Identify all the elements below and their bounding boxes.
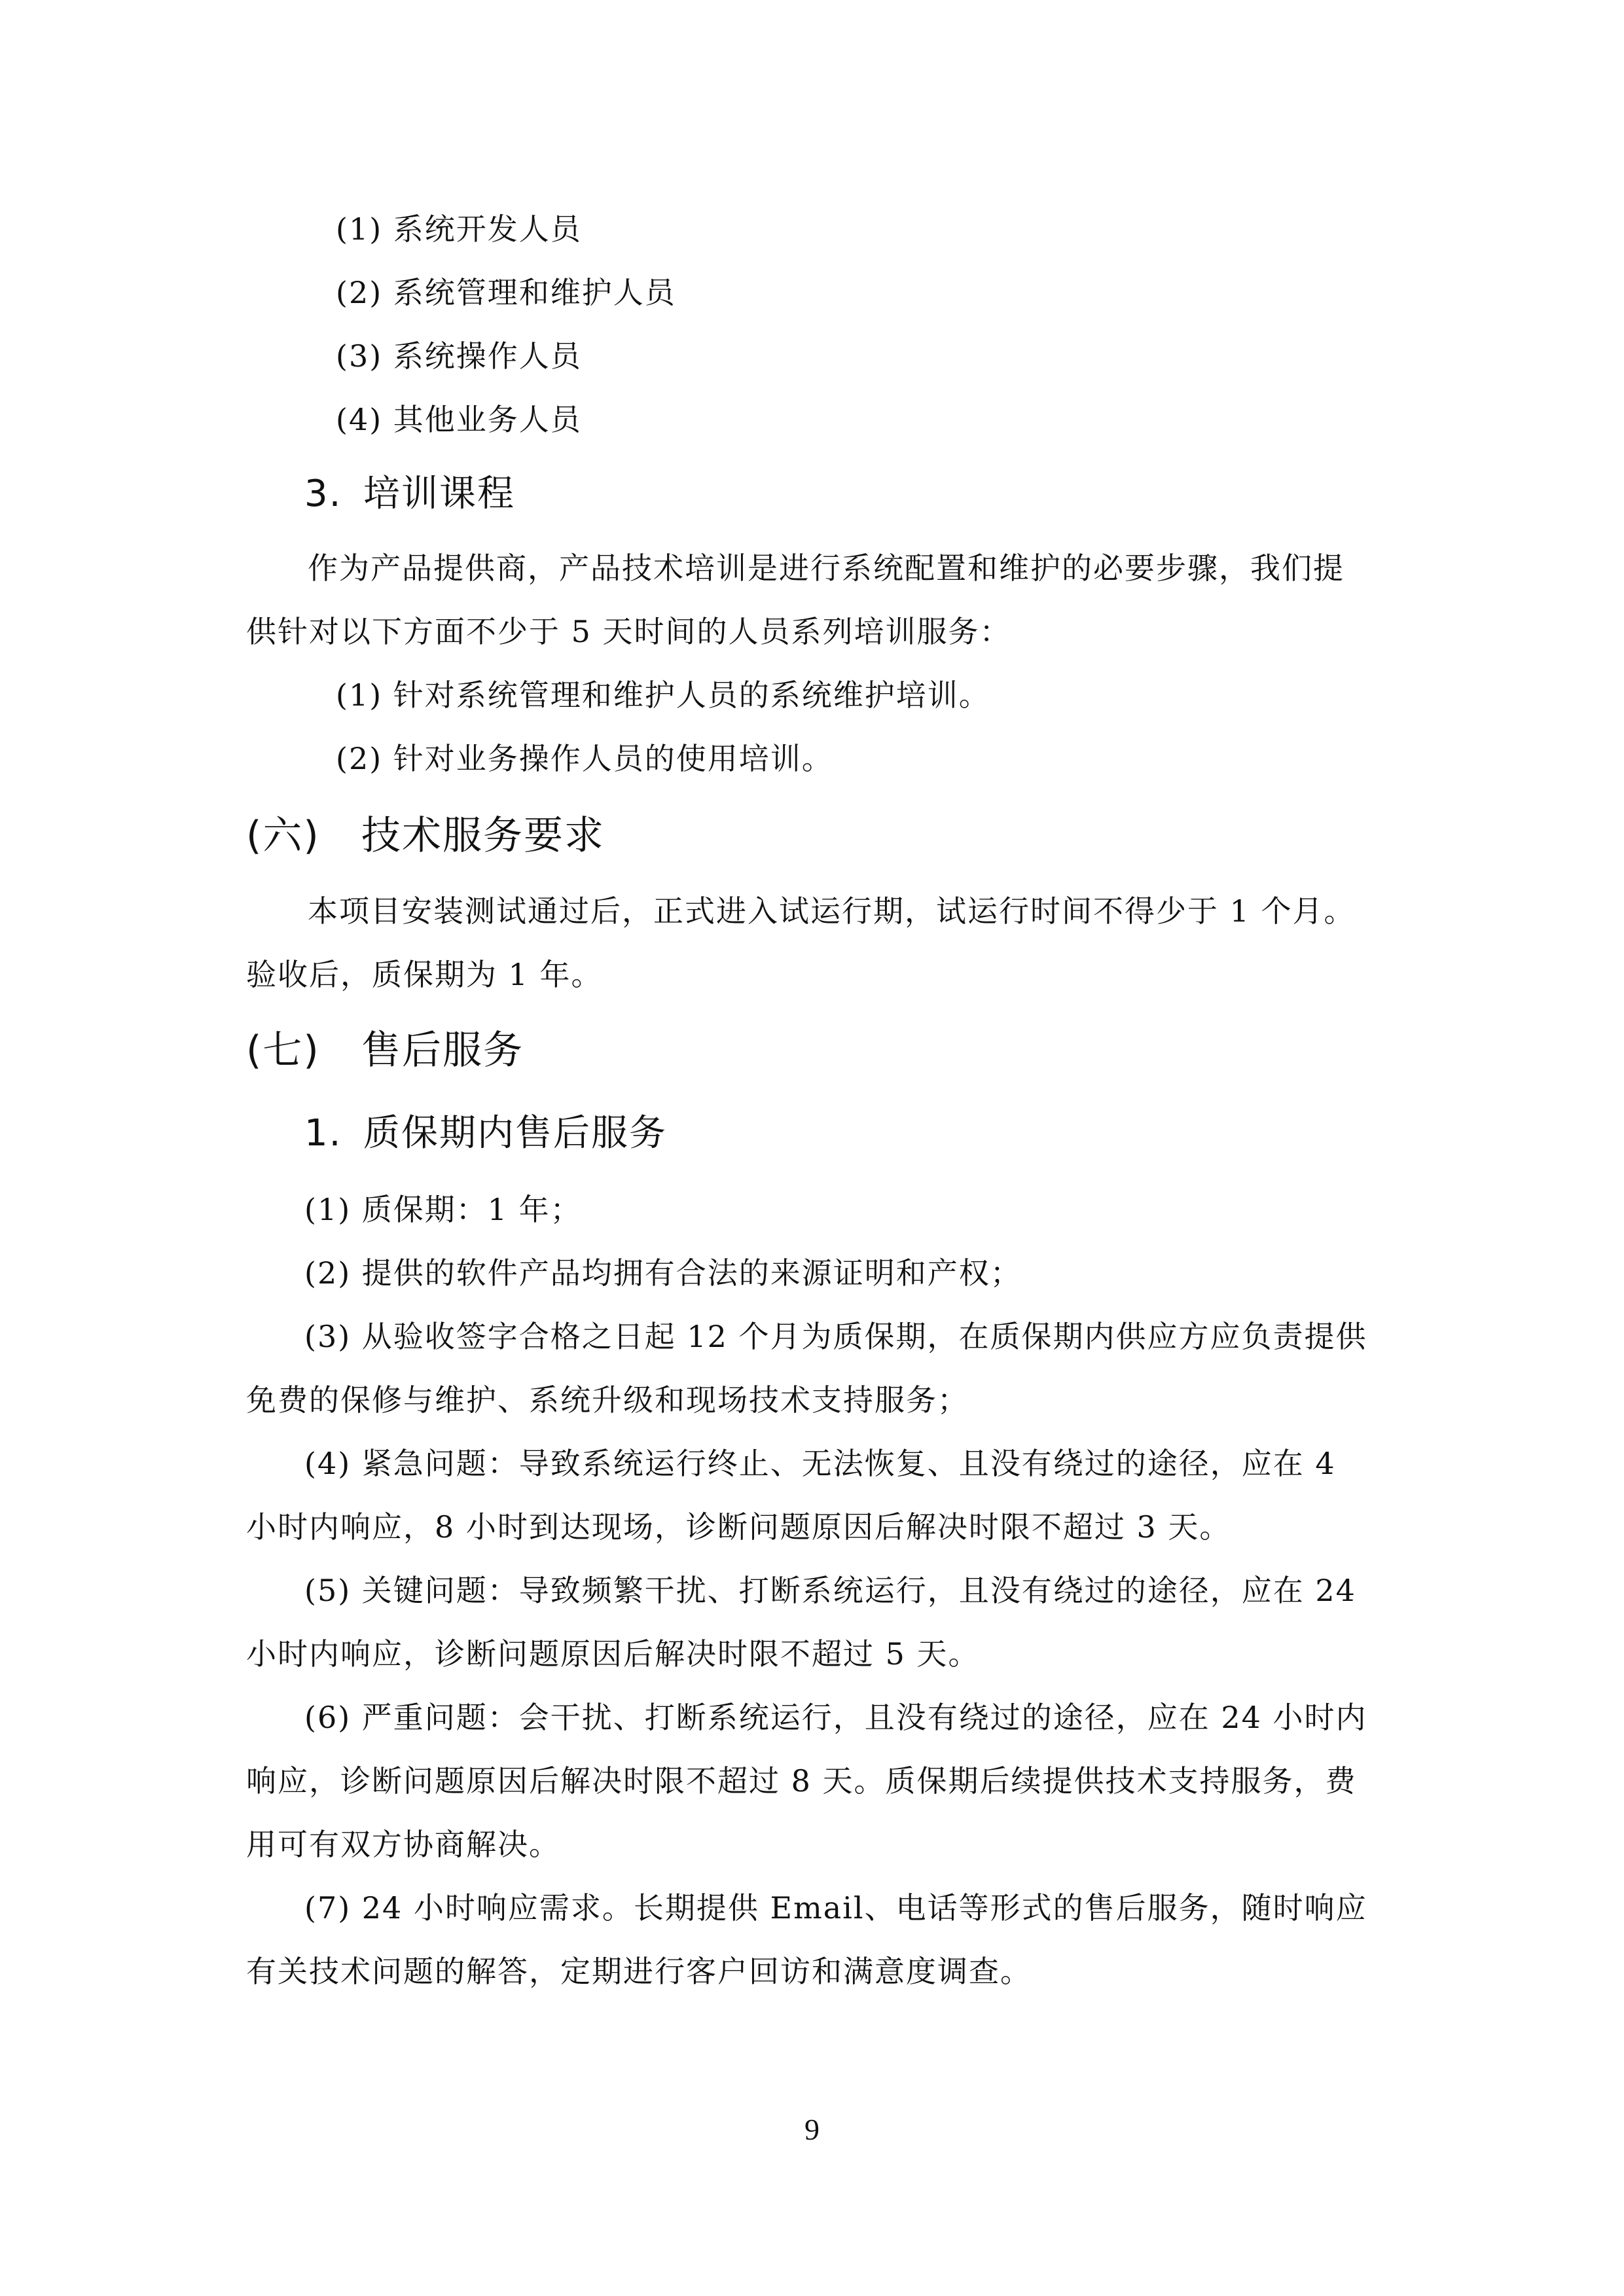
warranty-item-5-line-1: (5) 关键问题：导致频繁干扰、打断系统运行，且没有绕过的途径，应在 24 [304, 1573, 1356, 1608]
training-item-2: (2) 针对业务操作人员的使用培训。 [336, 741, 833, 776]
section-7-title: 售后服务 [361, 1028, 524, 1073]
warranty-item-6-line-1: (6) 严重问题：会干扰、打断系统运行，且没有绕过的途径，应在 24 小时内 [304, 1700, 1367, 1735]
warranty-item-2: (2) 提供的软件产品均拥有合法的来源证明和产权； [304, 1255, 1022, 1291]
warranty-item-4-line-1: (4) 紧急问题：导致系统运行终止、无法恢复、且没有绕过的途径，应在 4 [304, 1446, 1336, 1481]
trainee-item-2: (2) 系统管理和维护人员 [336, 275, 676, 310]
warranty-item-6-line-3: 用可有双方协商解决。 [246, 1827, 560, 1862]
section-6-number: (六) [246, 813, 320, 859]
section-6-line-2: 验收后，质保期为 1 年。 [246, 957, 603, 992]
training-course-heading [304, 471, 515, 517]
training-course-title: 培训课程 [363, 473, 515, 515]
training-item-1: (1) 针对系统管理和维护人员的系统维护培训。 [336, 677, 990, 713]
section-6-title: 技术服务要求 [361, 813, 605, 859]
warranty-item-6-line-2: 响应，诊断问题原因后解决时限不超过 8 天。质保期后续提供技术支持服务，费 [246, 1763, 1357, 1799]
training-paragraph-line-1: 作为产品提供商，产品技术培训是进行系统配置和维护的必要步骤，我们提 [308, 550, 1344, 586]
section-6-line-1: 本项目安装测试通过后，正式进入试运行期，试运行时间不得少于 1 个月。 [308, 893, 1356, 929]
warranty-item-7-line-1: (7) 24 小时响应需求。长期提供 Email、电话等形式的售后服务，随时响应 [304, 1890, 1367, 1926]
warranty-subheading [304, 1111, 667, 1157]
trainee-item-3: (3) 系统操作人员 [336, 338, 582, 374]
training-paragraph-line-2: 供针对以下方面不少于 5 天时间的人员系列培训服务： [246, 614, 1011, 649]
warranty-item-7-line-2: 有关技术问题的解答，定期进行客户回访和满意度调查。 [246, 1954, 1032, 1989]
section-7-number: (七) [246, 1028, 320, 1073]
trainee-item-1: (1) 系统开发人员 [336, 211, 582, 247]
page-number: 9 [804, 2113, 820, 2146]
warranty-sub-number: 1. [304, 1112, 342, 1155]
trainee-item-4: (4) 其他业务人员 [336, 402, 582, 437]
section-7-heading [246, 1026, 524, 1075]
warranty-item-4-line-2: 小时内响应，8 小时到达现场，诊断问题原因后解决时限不超过 3 天。 [246, 1509, 1231, 1545]
warranty-item-5-line-2: 小时内响应，诊断问题原因后解决时限不超过 5 天。 [246, 1636, 980, 1672]
section-6-heading [246, 812, 605, 860]
warranty-item-3-line-1: (3) 从验收签字合格之日起 12 个月为质保期，在质保期内供应方应负责提供 [304, 1319, 1367, 1354]
training-course-number: 3. [304, 473, 342, 515]
warranty-item-1: (1) 质保期：1 年； [304, 1192, 582, 1227]
warranty-item-3-line-2: 免费的保修与维护、系统升级和现场技术支持服务； [246, 1382, 969, 1418]
warranty-sub-title: 质保期内售后服务 [363, 1112, 667, 1155]
